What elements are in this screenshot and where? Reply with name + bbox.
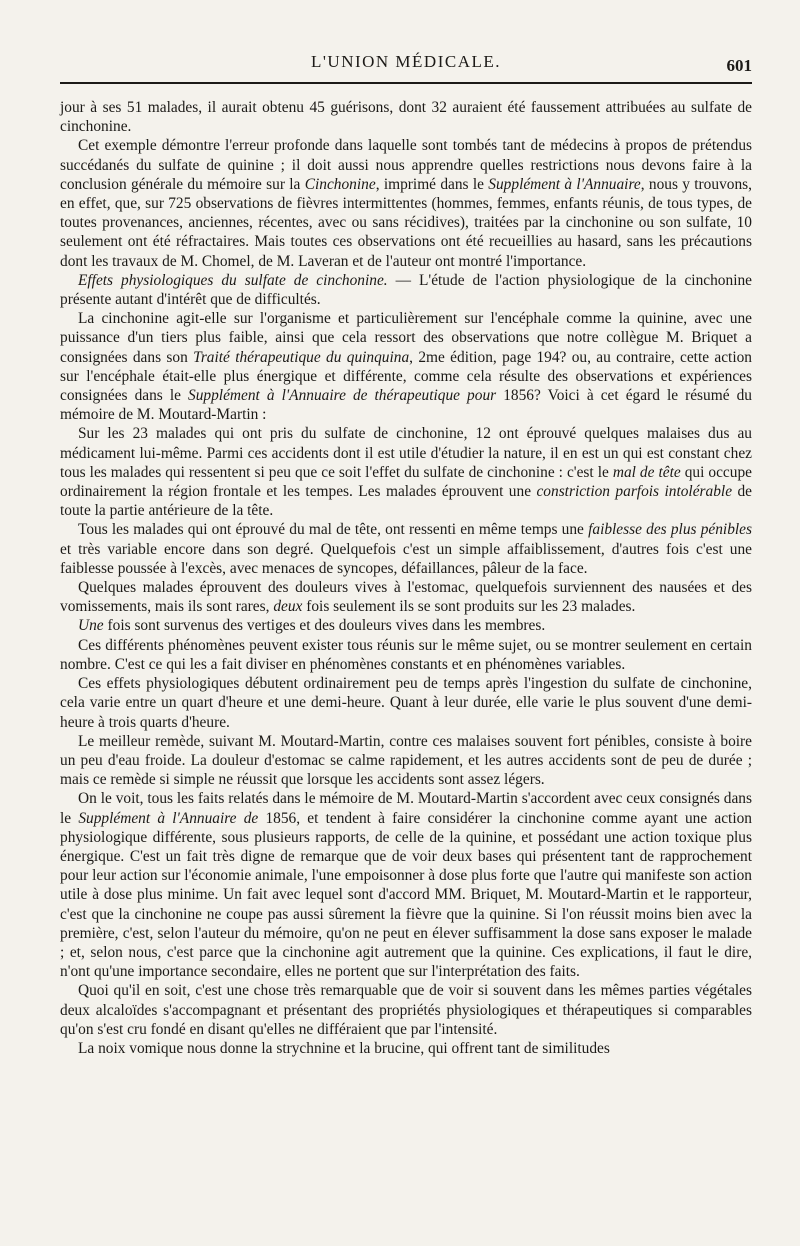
text-run: Sur les 23 malades qui ont pris du sulfate de cinchonine, 12 ont éprouvé quelques malaises dus au médicament lui-même. Parmi ces accidents dont il est utile d'étudier la nature, il en est un qui est constant chez tous les malades qui ressentent si peu que ce soit l'effet du sulfate de cinchonine : c'est le	[60, 425, 752, 481]
paragraph	[60, 981, 752, 1039]
page-header	[60, 52, 752, 78]
italic-text: Cinchonine	[304, 175, 376, 193]
paragraph	[60, 1039, 752, 1058]
italic-text: mal de tête	[612, 463, 681, 481]
paragraph	[60, 520, 752, 578]
article-body	[60, 98, 752, 1058]
paragraph	[60, 271, 752, 309]
text-run: Quoi qu'il en soit, c'est une chose très remarquable que de voir si souvent dans les mêmes parties végétales deux alcaloïdes s'accompagnant et présentant des propriétés physiologiques et thérapeutiques si comparables qu'on s'est cru fondé en disant qu'elles ne différaient que par l'intensité.	[60, 982, 752, 1038]
page-number: 601	[726, 56, 752, 75]
paragraph	[60, 578, 752, 616]
text-run: et très variable encore dans son degré. Quelquefois c'est un simple affaiblissement, d'autres fois c'est une faiblesse poussée à l'excès, avec menaces de syncopes, défaillances, pâleur de la face.	[60, 540, 752, 577]
text-run: Quelques malades éprouvent des douleurs vives à l'estomac, quelquefois surviennent des nausées et des vomissements, mais ils sont rares,	[60, 579, 752, 616]
header-rule	[60, 82, 752, 84]
paragraph	[60, 789, 752, 981]
paragraph	[60, 98, 752, 136]
text-run: — L'étude de l'action physiologique de la cinchonine présente autant d'intérêt que de difficultés.	[60, 271, 752, 309]
italic-text: deux	[273, 598, 303, 616]
text-run: , 2me édition, page 194? ou, au contraire, cette action sur l'encéphale était-elle plus énergique et différente, comme cela résulte des observations et expériences consignées dans le	[60, 348, 752, 405]
italic-text: Effets physiologiques du sulfate de cinchonine.	[78, 271, 388, 289]
text-run: La noix vomique nous donne la strychnine et la brucine, qui offrent tant de similitudes	[78, 1039, 610, 1057]
text-run: Ces effets physiologiques débutent ordinairement peu de temps après l'ingestion du sulfate de cinchonine, cela varie entre un quart d'heure et une demi-heure. Quant à leur durée, elle varie le plus souvent d'une demi-heure à trois quarts d'heure.	[60, 675, 752, 731]
text-run: jour à ses 51 malades, il aurait obtenu 45 guérisons, dont 32 auraient été faussement attribuées au sulfate de cinchonine.	[60, 99, 752, 136]
text-run: fois seulement ils se sont produits sur les 23 malades.	[302, 598, 636, 616]
text-run: Ces différents phénomènes peuvent exister tous réunis sur le même sujet, ou se montrer seulement en certain nombre. C'est ce qui les a fait diviser en phénomènes constants et en phénomènes variables.	[60, 636, 752, 673]
paragraph	[60, 424, 752, 520]
text-run: 1856? Voici à cet égard le résumé du mémoire de M. Moutard-Martin :	[60, 387, 752, 424]
text-run: de toute la partie antérieure de la tête.	[60, 483, 752, 520]
paragraph	[60, 136, 752, 270]
paragraph	[60, 616, 752, 635]
paragraph	[60, 674, 752, 732]
italic-text: faiblesse des plus pénibles	[588, 521, 752, 539]
text-run: qui occupe ordinairement la région frontale et les tempes. Les malades éprouvent une	[60, 463, 752, 501]
paragraph	[60, 309, 752, 424]
text-run: Tous les malades qui ont éprouvé du mal de tête, ont ressenti en même temps une	[78, 521, 589, 539]
text-run: 1856, et tendent à faire considérer la cinchonine comme ayant une action physiologique différente, sous plusieurs rapports, de celle de la quinine, et possédant une action toxique plus énergique. C'est un fait très digne de remarque que de voir deux bases qui présentent tant de rapprochement pour leur action sur l'économie animale, l'une empoisonner à dose plus forte que l'autre qui manifeste son action utile à dose plus minime. Un fait avec lequel sont d'accord MM. Briquet, M. Moutard-Martin et le rapporteur, c'est que la cinchonine ne coupe pas aussi sûrement la fièvre que la quinine. Si l'on réussit moins bien avec la première, c'est, selon l'auteur du mémoire, qu'on ne peut en élever suffisamment la dose sans exposer le malade ; et, selon nous, c'est parce que la cinchonine agit autrement que la quinine. Ces explications, il faut le dire, n'ont qu'une importance secondaire, elles ne portent que sur l'interprétation des faits.	[60, 809, 752, 981]
text-run: La cinchonine agit-elle sur l'organisme et particulièrement sur l'encéphale comme la quinine, avec une puissance d'un tiers plus faible, ainsi que cela ressort des observations que notre collègue M. Briquet a consignées dans son	[60, 310, 752, 366]
text-run: Le meilleur remède, suivant M. Moutard-Martin, contre ces malaises souvent fort pénibles, consiste à boire un peu d'eau froide. La douleur d'estomac se calme rapidement, et les autres accidents sont de peu de durée ; mais ce remède si simple ne réussit que lorsque les accidents sont assez légers.	[60, 732, 752, 789]
text-run: On le voit, tous les faits relatés dans le mémoire de M. Moutard-Martin s'accordent avec ceux consignés dans le	[60, 790, 752, 827]
paragraph	[60, 732, 752, 790]
italic-text: Supplément à l'Annuaire de	[78, 809, 259, 827]
italic-text: Traité thérapeutique du quinquina	[193, 348, 410, 366]
running-title: L'UNION MÉDICALE.	[310, 52, 502, 71]
italic-text: Supplément à l'Annuaire de thérapeutique pour	[188, 387, 497, 405]
text-run: fois sont survenus des vertiges et des douleurs vives dans les membres.	[103, 617, 546, 635]
text-run: Cet exemple démontre l'erreur profonde dans laquelle sont tombés tant de médecins à propos de prétendus succédanés du sulfate de quinine ; il doit aussi nous apprendre quelles restrictions nous devons faire à la conclusion générale du mémoire sur la	[60, 137, 752, 193]
italic-text: Supplément à l'Annuaire	[488, 175, 641, 193]
italic-text: constriction parfois intolérable	[536, 483, 733, 501]
text-run: , nous y trouvons, en effet, que, sur 725 observations de fièvres intermittentes (hommes, femmes, enfants réunis, de tous types, de toutes provenances, anciennes, récentes, avec ou sans récidives), traitées par la cinchonine ou son sulfate, 10 seulement ont été réfractaires. Mais toutes ces observations ont été recueillies au hasard, sans les précautions dont les travaux de M. Chomel, de M. Laveran et de l'auteur ont montré l'importance.	[60, 175, 752, 270]
italic-text: Une	[78, 617, 104, 635]
text-run: , imprimé dans le	[375, 175, 489, 193]
paragraph	[60, 636, 752, 674]
